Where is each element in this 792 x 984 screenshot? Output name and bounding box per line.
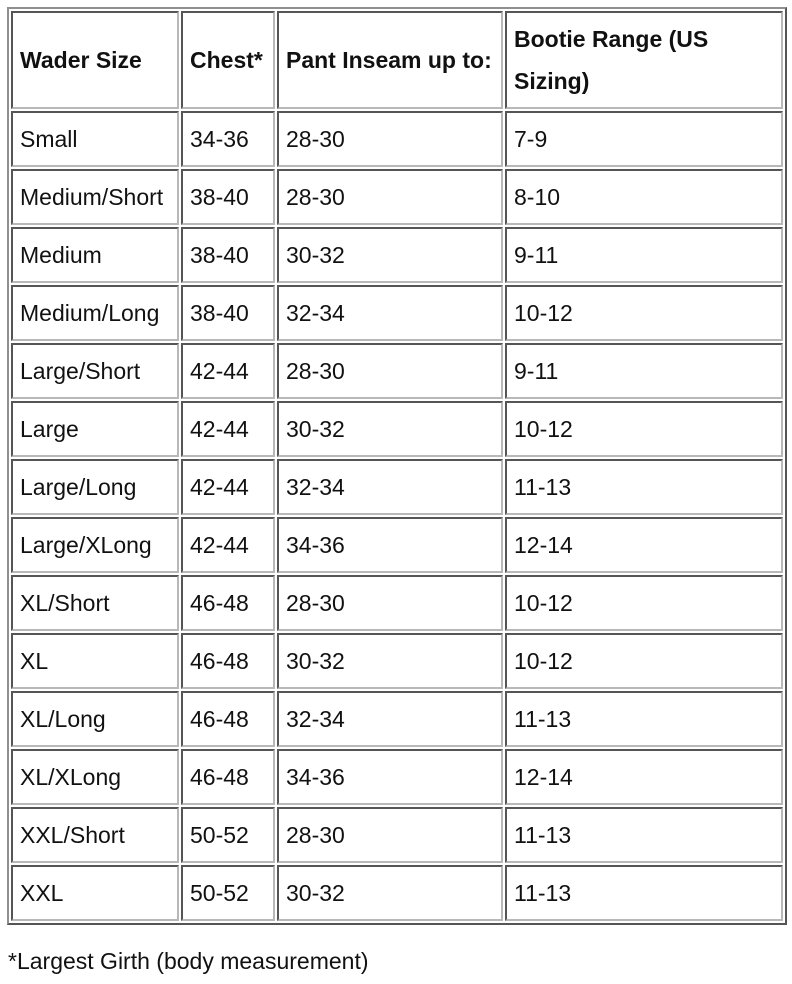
pant-inseam-cell: 28-30 [277,575,503,631]
pant-inseam-cell: 32-34 [277,691,503,747]
chest-cell: 46-48 [181,749,275,805]
wader-size-cell: XXL [11,865,179,921]
chest-cell: 34-36 [181,111,275,167]
bootie-range-cell: 10-12 [505,575,783,631]
bootie-range-cell: 11-13 [505,865,783,921]
pant-inseam-cell: 32-34 [277,459,503,515]
chest-cell: 50-52 [181,865,275,921]
chest-cell: 42-44 [181,459,275,515]
bootie-range-cell: 9-11 [505,343,783,399]
table-row [11,865,783,921]
pant-inseam-cell: 28-30 [277,343,503,399]
chest-footnote: *Largest Girth (body measurement) [8,948,369,974]
table-row [11,401,783,457]
table-row [11,633,783,689]
wader-size-chart [7,7,787,925]
pant-inseam-cell: 28-30 [277,111,503,167]
bootie-range-cell: 7-9 [505,111,783,167]
bootie-range-cell: 11-13 [505,691,783,747]
chest-cell: 46-48 [181,691,275,747]
table-row [11,691,783,747]
bootie-range-cell: 12-14 [505,749,783,805]
wader-size-cell: Large/Long [11,459,179,515]
bootie-range-cell: 10-12 [505,633,783,689]
size-chart-body [11,111,783,921]
header-chest: Chest* [181,11,275,109]
pant-inseam-cell: 28-30 [277,169,503,225]
chest-cell: 38-40 [181,169,275,225]
pant-inseam-cell: 30-32 [277,401,503,457]
chest-cell: 46-48 [181,633,275,689]
table-row [11,285,783,341]
header-pant-inseam: Pant Inseam up to: [277,11,503,109]
wader-size-cell: Large/XLong [11,517,179,573]
size-chart-header [11,11,783,109]
chest-cell: 42-44 [181,517,275,573]
chest-cell: 46-48 [181,575,275,631]
wader-size-cell: Medium [11,227,179,283]
chest-cell: 42-44 [181,343,275,399]
wader-size-cell: Medium/Long [11,285,179,341]
bootie-range-cell: 8-10 [505,169,783,225]
bootie-range-cell: 10-12 [505,285,783,341]
pant-inseam-cell: 32-34 [277,285,503,341]
pant-inseam-cell: 30-32 [277,865,503,921]
header-row [11,11,783,109]
table-row [11,169,783,225]
pant-inseam-cell: 30-32 [277,633,503,689]
chest-cell: 38-40 [181,227,275,283]
header-bootie-range: Bootie Range (US Sizing) [505,11,783,109]
wader-size-cell: Large/Short [11,343,179,399]
wader-size-cell: XL [11,633,179,689]
bootie-range-cell: 12-14 [505,517,783,573]
wader-size-cell: XL/XLong [11,749,179,805]
pant-inseam-cell: 34-36 [277,749,503,805]
header-wader-size: Wader Size [11,11,179,109]
table-row [11,459,783,515]
pant-inseam-cell: 30-32 [277,227,503,283]
table-row [11,575,783,631]
pant-inseam-cell: 28-30 [277,807,503,863]
wader-size-cell: XL/Long [11,691,179,747]
wader-size-cell: XXL/Short [11,807,179,863]
wader-size-cell: Small [11,111,179,167]
chest-cell: 42-44 [181,401,275,457]
table-row [11,111,783,167]
wader-size-cell: Large [11,401,179,457]
bootie-range-cell: 11-13 [505,459,783,515]
pant-inseam-cell: 34-36 [277,517,503,573]
chest-cell: 38-40 [181,285,275,341]
table-row [11,227,783,283]
table-row [11,749,783,805]
bootie-range-cell: 10-12 [505,401,783,457]
bootie-range-cell: 9-11 [505,227,783,283]
table-row [11,343,783,399]
wader-size-cell: Medium/Short [11,169,179,225]
table-row [11,807,783,863]
table-row [11,517,783,573]
bootie-range-cell: 11-13 [505,807,783,863]
wader-size-cell: XL/Short [11,575,179,631]
chest-cell: 50-52 [181,807,275,863]
